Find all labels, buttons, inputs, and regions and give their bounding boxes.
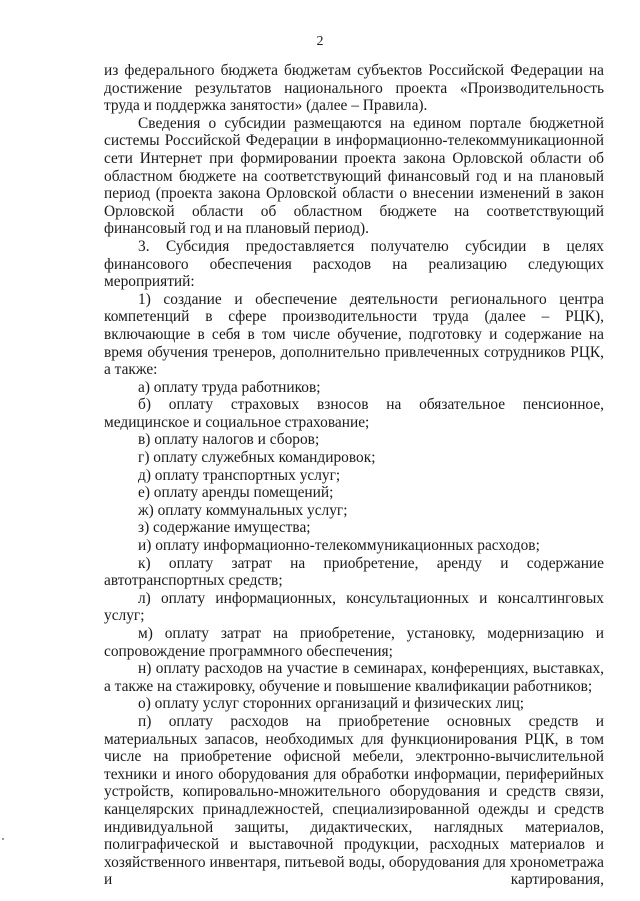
list-item-o: о) оплату услуг сторонних организаций и физических лиц; [138,695,525,713]
list-item-b: б) оплату страховых взносов на обязательное пенсионное, медицинское и социальное страхование; [104,396,604,431]
list-item-k: к) оплату затрат на приобретение, аренду и содержание автотранспортных средств; [104,554,604,590]
list-item-n: н) оплату расходов на участие в семинарах, конференциях, выставках, а также на стажировку, обучение и повышение квалификации работников; [104,660,604,695]
list-item-d: д) оплату транспортных услуг; [138,466,341,484]
paragraph-2: Сведения о субсидии размещаются на едином портале бюджетной системы Российской Федерации в информационно-телекоммуникационной сети Интернет при формировании проекта закона Орловской области об областном бюджете на соответствующий финансовый год и на плановый период (проекта закона Орловской области о внесении изменений в закон Орловской области об областном бюджете на соответствующий финансовый год и на плановый период). [104,114,604,238]
list-item-p: п) оплату расходов на приобретение основных средств и материальных запасов, необходимых для функционирования РЦК, в том числе на приобретение офисной мебели, электронно-вычислительной техники и иного оборудования для обработки информации, периферийных устройств, копировально-множительного оборудования и средств связи, канцелярских принадлежностей, специализированной одежды и средств индивидуальной защиты, дидактических, наглядных материалов, полиграфической и выставочной продукции, расходных материалов и хозяйственного инвентаря, питьевой воды, оборудования для хронометража и картирования, [104,712,604,889]
scan-speck [2,838,4,840]
list-item-e: е) оплату аренды помещений; [138,484,334,502]
page-number: 2 [316,34,324,49]
paragraph-1: из федерального бюджета бюджетам субъектов Российской Федерации на достижение результатов национального проекта «Производительность труда и поддержка занятости» (далее – Правила). [104,62,604,115]
document-body [104,62,604,889]
list-item-v: в) оплату налогов и сборов; [138,431,320,449]
list-item-i: и) оплату информационно-телекоммуникационных расходов; [138,537,540,555]
list-item-zh: ж) оплату коммунальных услуг; [138,501,348,519]
list-item-g: г) оплату служебных командировок; [138,449,376,467]
list-item-z: з) содержание имущества; [138,519,311,537]
list-item-l: л) оплату информационных, консультационных и консалтинговых услуг; [104,589,604,625]
list-item-m: м) оплату затрат на приобретение, установку, модернизацию и сопровождение программного обеспечения; [104,625,604,660]
paragraph-4: 1) создание и обеспечение деятельности регионального центра компетенций в сфере производительности труда (далее – РЦК), включающие в себя в том числе обучение, подготовку и содержание на время обучения тренеров, дополнительно привлеченных сотрудников РЦК, а также: [104,290,604,379]
list-item-a: а) оплату труда работников; [138,378,321,396]
paragraph-3: 3. Субсидия предоставляется получателю субсидии в целях финансового обеспечения расходов на реализацию следующих мероприятий: [104,237,604,291]
